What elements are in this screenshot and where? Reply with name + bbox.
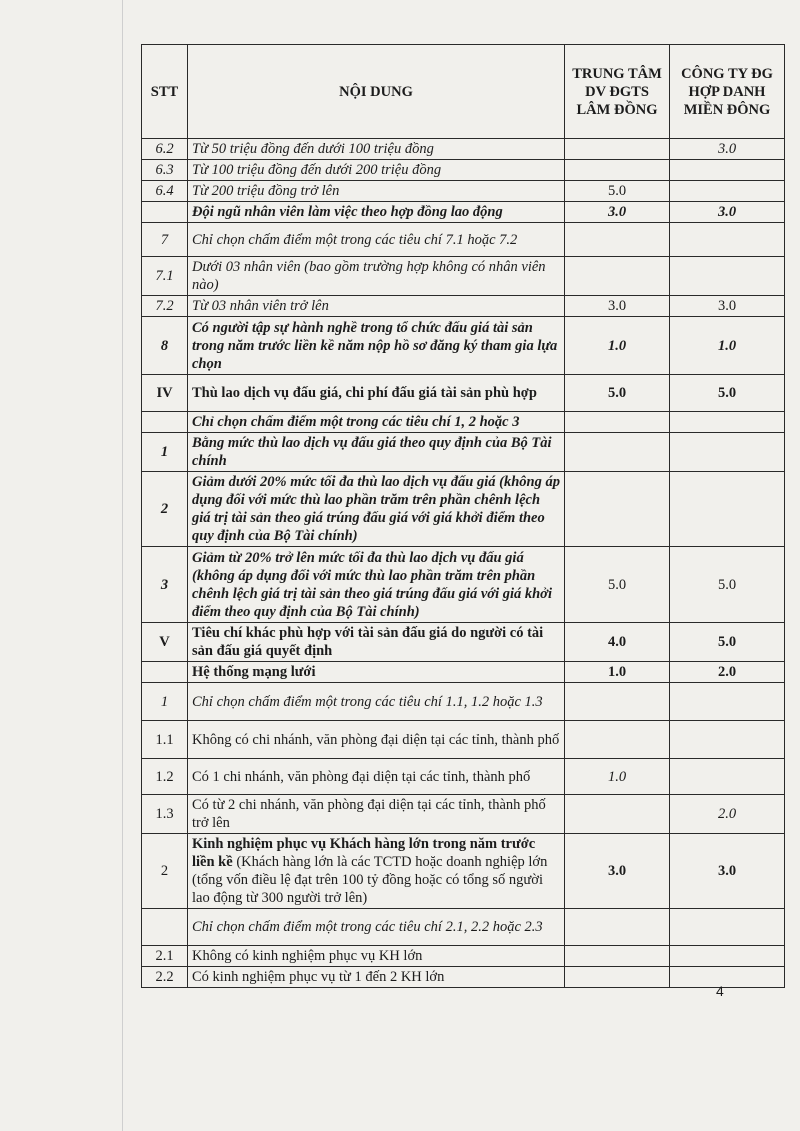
score-org1 bbox=[565, 909, 670, 946]
row-stt: IV bbox=[142, 375, 188, 412]
row-stt: 2 bbox=[142, 834, 188, 909]
score-org1: 3.0 bbox=[565, 296, 670, 317]
row-stt: 7.2 bbox=[142, 296, 188, 317]
score-org2: 1.0 bbox=[670, 317, 785, 375]
score-org1: 5.0 bbox=[565, 181, 670, 202]
score-org2 bbox=[670, 433, 785, 472]
row-stt: 1 bbox=[142, 433, 188, 472]
row-stt: 6.2 bbox=[142, 139, 188, 160]
score-org2 bbox=[670, 721, 785, 759]
table-body bbox=[142, 139, 785, 988]
row-content: Từ 100 triệu đồng đến dưới 200 triệu đồng bbox=[188, 160, 565, 181]
row-content: Chỉ chọn chấm điểm một trong các tiêu chí 2.1, 2.2 hoặc 2.3 bbox=[188, 909, 565, 946]
score-org2 bbox=[670, 257, 785, 296]
table-row bbox=[142, 375, 785, 412]
row-stt: 8 bbox=[142, 317, 188, 375]
table-row bbox=[142, 623, 785, 662]
score-org1 bbox=[565, 795, 670, 834]
row-content: Thù lao dịch vụ đấu giá, chi phí đấu giá tài sản phù hợp bbox=[188, 375, 565, 412]
row-stt: 2.2 bbox=[142, 967, 188, 988]
page-number: 4 bbox=[716, 983, 724, 999]
row-content: Bằng mức thù lao dịch vụ đấu giá theo quy định của Bộ Tài chính bbox=[188, 433, 565, 472]
row-content: Không có chi nhánh, văn phòng đại diện tại các tỉnh, thành phố bbox=[188, 721, 565, 759]
score-org1: 1.0 bbox=[565, 759, 670, 795]
table-row bbox=[142, 759, 785, 795]
score-org1 bbox=[565, 721, 670, 759]
score-org1: 5.0 bbox=[565, 547, 670, 623]
row-stt: 2 bbox=[142, 472, 188, 547]
table-row bbox=[142, 834, 785, 909]
score-org2: 2.0 bbox=[670, 795, 785, 834]
row-content: Tiêu chí khác phù hợp với tài sản đấu giá do người có tài sản đấu giá quyết định bbox=[188, 623, 565, 662]
score-org1 bbox=[565, 257, 670, 296]
scoring-table bbox=[141, 44, 785, 988]
score-org1: 3.0 bbox=[565, 202, 670, 223]
row-content bbox=[188, 834, 565, 909]
header-org1: TRUNG TÂM DV ĐGTS LÂM ĐỒNG bbox=[565, 45, 670, 139]
row-stt: 6.4 bbox=[142, 181, 188, 202]
table-row bbox=[142, 662, 785, 683]
score-org2: 3.0 bbox=[670, 834, 785, 909]
table-row bbox=[142, 139, 785, 160]
score-org1 bbox=[565, 160, 670, 181]
table-row bbox=[142, 795, 785, 834]
row-stt: 1 bbox=[142, 683, 188, 721]
row-content: Từ 200 triệu đồng trở lên bbox=[188, 181, 565, 202]
score-org1 bbox=[565, 139, 670, 160]
score-org2 bbox=[670, 181, 785, 202]
score-org2 bbox=[670, 412, 785, 433]
row-stt: 2.1 bbox=[142, 946, 188, 967]
score-org2: 5.0 bbox=[670, 375, 785, 412]
row-content: Chỉ chọn chấm điểm một trong các tiêu chí 1.1, 1.2 hoặc 1.3 bbox=[188, 683, 565, 721]
row-content: Có từ 2 chi nhánh, văn phòng đại diện tại các tỉnh, thành phố trở lên bbox=[188, 795, 565, 834]
row-content: Đội ngũ nhân viên làm việc theo hợp đồng lao động bbox=[188, 202, 565, 223]
score-org2 bbox=[670, 909, 785, 946]
row-stt bbox=[142, 202, 188, 223]
table-row bbox=[142, 433, 785, 472]
score-org1 bbox=[565, 683, 670, 721]
table-row bbox=[142, 160, 785, 181]
row-stt: 7 bbox=[142, 223, 188, 257]
row-content: Có 1 chi nhánh, văn phòng đại diện tại các tỉnh, thành phố bbox=[188, 759, 565, 795]
table-row bbox=[142, 202, 785, 223]
table-row bbox=[142, 721, 785, 759]
row-stt: 1.2 bbox=[142, 759, 188, 795]
score-org2 bbox=[670, 160, 785, 181]
row-stt: 6.3 bbox=[142, 160, 188, 181]
table-row bbox=[142, 547, 785, 623]
score-org2: 3.0 bbox=[670, 139, 785, 160]
score-org1 bbox=[565, 223, 670, 257]
score-org1: 4.0 bbox=[565, 623, 670, 662]
row-content: Chỉ chọn chấm điểm một trong các tiêu chí 1, 2 hoặc 3 bbox=[188, 412, 565, 433]
score-org1 bbox=[565, 412, 670, 433]
score-org1: 1.0 bbox=[565, 317, 670, 375]
row-content-note: (Khách hàng lớn là các TCTD hoặc doanh nghiệp lớn (tổng vốn điều lệ đạt trên 100 tỷ đồng hoặc có tổng số người lao động từ 300 người trở lên) bbox=[192, 854, 548, 906]
score-org2 bbox=[670, 967, 785, 988]
score-org2: 2.0 bbox=[670, 662, 785, 683]
score-org2 bbox=[670, 223, 785, 257]
row-stt: 7.1 bbox=[142, 257, 188, 296]
table-row bbox=[142, 317, 785, 375]
score-org2 bbox=[670, 946, 785, 967]
score-org2: 3.0 bbox=[670, 202, 785, 223]
table-row bbox=[142, 946, 785, 967]
table-row bbox=[142, 472, 785, 547]
row-stt: 1.1 bbox=[142, 721, 188, 759]
header-content: NỘI DUNG bbox=[188, 45, 565, 139]
table-row bbox=[142, 967, 785, 988]
table-row bbox=[142, 223, 785, 257]
row-content: Từ 03 nhân viên trở lên bbox=[188, 296, 565, 317]
score-org2: 5.0 bbox=[670, 547, 785, 623]
row-content: Chỉ chọn chấm điểm một trong các tiêu chí 7.1 hoặc 7.2 bbox=[188, 223, 565, 257]
score-org2: 3.0 bbox=[670, 296, 785, 317]
score-org2 bbox=[670, 683, 785, 721]
score-org1: 5.0 bbox=[565, 375, 670, 412]
row-content: Dưới 03 nhân viên (bao gồm trường hợp không có nhân viên nào) bbox=[188, 257, 565, 296]
row-content: Có người tập sự hành nghề trong tổ chức đấu giá tài sản trong năm trước liền kề năm nộp hồ sơ đăng ký tham gia lựa chọn bbox=[188, 317, 565, 375]
row-content: Hệ thống mạng lưới bbox=[188, 662, 565, 683]
score-org2 bbox=[670, 472, 785, 547]
row-content: Có kinh nghiệm phục vụ từ 1 đến 2 KH lớn bbox=[188, 967, 565, 988]
row-stt: V bbox=[142, 623, 188, 662]
score-org1 bbox=[565, 946, 670, 967]
row-content: Từ 50 triệu đồng đến dưới 100 triệu đồng bbox=[188, 139, 565, 160]
table-row bbox=[142, 257, 785, 296]
table-row bbox=[142, 683, 785, 721]
row-content: Giảm từ 20% trở lên mức tối đa thù lao dịch vụ đấu giá (không áp dụng đối với mức thù lao phần trăm trên phần chênh lệch giá trị tài sản theo giá trúng đấu giá với giá khởi điểm theo quy định của Bộ Tài chính) bbox=[188, 547, 565, 623]
row-stt bbox=[142, 909, 188, 946]
score-org1: 3.0 bbox=[565, 834, 670, 909]
row-stt: 3 bbox=[142, 547, 188, 623]
table-row bbox=[142, 296, 785, 317]
row-stt bbox=[142, 412, 188, 433]
table-row bbox=[142, 412, 785, 433]
score-org2 bbox=[670, 759, 785, 795]
header-stt: STT bbox=[142, 45, 188, 139]
score-org1 bbox=[565, 433, 670, 472]
table-header-row bbox=[142, 45, 785, 139]
table-row bbox=[142, 909, 785, 946]
row-stt bbox=[142, 662, 188, 683]
score-org1 bbox=[565, 472, 670, 547]
row-content: Giảm dưới 20% mức tối đa thù lao dịch vụ đấu giá (không áp dụng đối với mức thù lao phần trăm trên phần chênh lệch giá trị tài sản theo giá trúng đấu giá với giá khởi điểm theo quy định của Bộ Tài chính) bbox=[188, 472, 565, 547]
row-content-bold: Kinh nghiệm phục vụ Khách hàng lớn trong năm trước liền kề bbox=[192, 836, 536, 870]
score-org2: 5.0 bbox=[670, 623, 785, 662]
score-org1 bbox=[565, 967, 670, 988]
row-content: Không có kinh nghiệm phục vụ KH lớn bbox=[188, 946, 565, 967]
header-org2: CÔNG TY ĐG HỢP DANH MIỀN ĐÔNG bbox=[670, 45, 785, 139]
score-org1: 1.0 bbox=[565, 662, 670, 683]
row-stt: 1.3 bbox=[142, 795, 188, 834]
table-row bbox=[142, 181, 785, 202]
